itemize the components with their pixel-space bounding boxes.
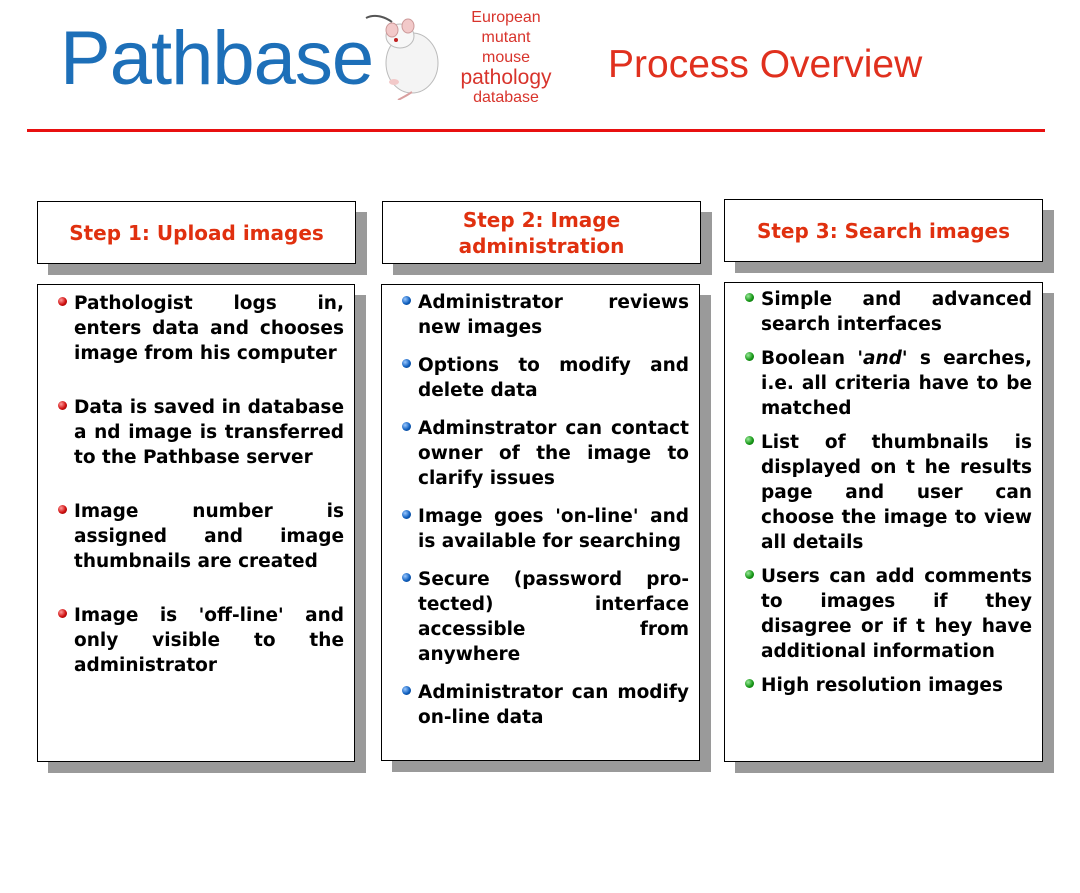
step-3-heading: Step 3: Search images <box>756 218 1011 243</box>
list-item <box>402 416 689 491</box>
list-item-text: Boolean 'and' s earches, i.e. all criteria have to be matched <box>761 348 1032 419</box>
green-ball-bullet-icon <box>745 352 754 361</box>
list-item-text: Options to modify and delete data <box>418 355 689 401</box>
blue-ball-bullet-icon <box>402 296 411 305</box>
red-ball-bullet-icon <box>58 297 67 306</box>
list-item-text: Adminstrator can contact owner of the image to clarify issues <box>418 418 689 489</box>
step-2-content-box <box>381 284 700 761</box>
pathbase-logo-text: Pathbase <box>60 16 374 101</box>
list-item-text: Image is 'off-line' and only visible to the administrator <box>74 605 344 676</box>
list-item <box>402 567 689 667</box>
step-1-content-box <box>37 284 355 762</box>
green-ball-bullet-icon <box>745 293 754 302</box>
list-item <box>58 603 344 678</box>
step-3-content-box <box>724 282 1043 762</box>
tagline <box>446 8 566 108</box>
list-item-text: List of thumbnails is displayed on t he results page and user can choose the image to view all details <box>761 432 1032 553</box>
list-item <box>402 504 689 554</box>
list-item-text: Simple and advanced search interfaces <box>761 289 1032 335</box>
tagline-line: database <box>473 89 539 106</box>
list-item <box>402 680 689 730</box>
list-item <box>745 673 1032 698</box>
list-item <box>58 395 344 470</box>
step-2-heading-box <box>382 201 701 264</box>
header-divider <box>27 129 1045 132</box>
blue-ball-bullet-icon <box>402 510 411 519</box>
page-title: Process Overview <box>608 43 923 86</box>
list-item <box>745 346 1032 421</box>
tagline-line: mutant <box>481 29 531 46</box>
list-item <box>402 290 689 340</box>
green-ball-bullet-icon <box>745 570 754 579</box>
blue-ball-bullet-icon <box>402 359 411 368</box>
list-item-text: Image goes 'on-line' and is available for searching <box>418 506 689 552</box>
list-item <box>745 287 1032 337</box>
blue-ball-bullet-icon <box>402 573 411 582</box>
step-2-heading: Step 2: Image administration <box>458 207 625 258</box>
list-item <box>402 353 689 403</box>
tagline-line: European <box>471 9 541 26</box>
list-item-text: Pathologist logs in, enters data and chooses image from his computer <box>74 293 344 364</box>
step-3-heading-box <box>724 199 1043 262</box>
list-item <box>58 499 344 574</box>
blue-ball-bullet-icon <box>402 422 411 431</box>
list-item <box>745 564 1032 664</box>
mouse-logo-icon <box>362 8 444 100</box>
list-item-text: Data is saved in database a nd image is transferred to the Pathbase server <box>74 397 344 468</box>
tagline-line: pathology <box>460 66 552 89</box>
tagline-line: mouse <box>481 49 531 66</box>
blue-ball-bullet-icon <box>402 686 411 695</box>
red-ball-bullet-icon <box>58 401 67 410</box>
list-item-text: Users can add comments to images if they disagree or if t hey have additional information <box>761 566 1032 662</box>
red-ball-bullet-icon <box>58 609 67 618</box>
green-ball-bullet-icon <box>745 436 754 445</box>
list-item-text: Administrator can modify on-line data <box>418 682 689 728</box>
list-item-text: Administrator reviews new images <box>418 292 689 338</box>
list-item <box>58 291 344 366</box>
list-item-text: High resolution images <box>761 675 1003 696</box>
green-ball-bullet-icon <box>745 679 754 688</box>
red-ball-bullet-icon <box>58 505 67 514</box>
step-1-heading-box <box>37 201 356 264</box>
list-item <box>745 430 1032 555</box>
step-1-heading: Step 1: Upload images <box>69 220 324 245</box>
list-item-text: Image number is assigned and image thumbnails are created <box>74 501 344 572</box>
list-item-text: Secure (password pro-tected) interface accessible from anywhere <box>418 569 689 665</box>
